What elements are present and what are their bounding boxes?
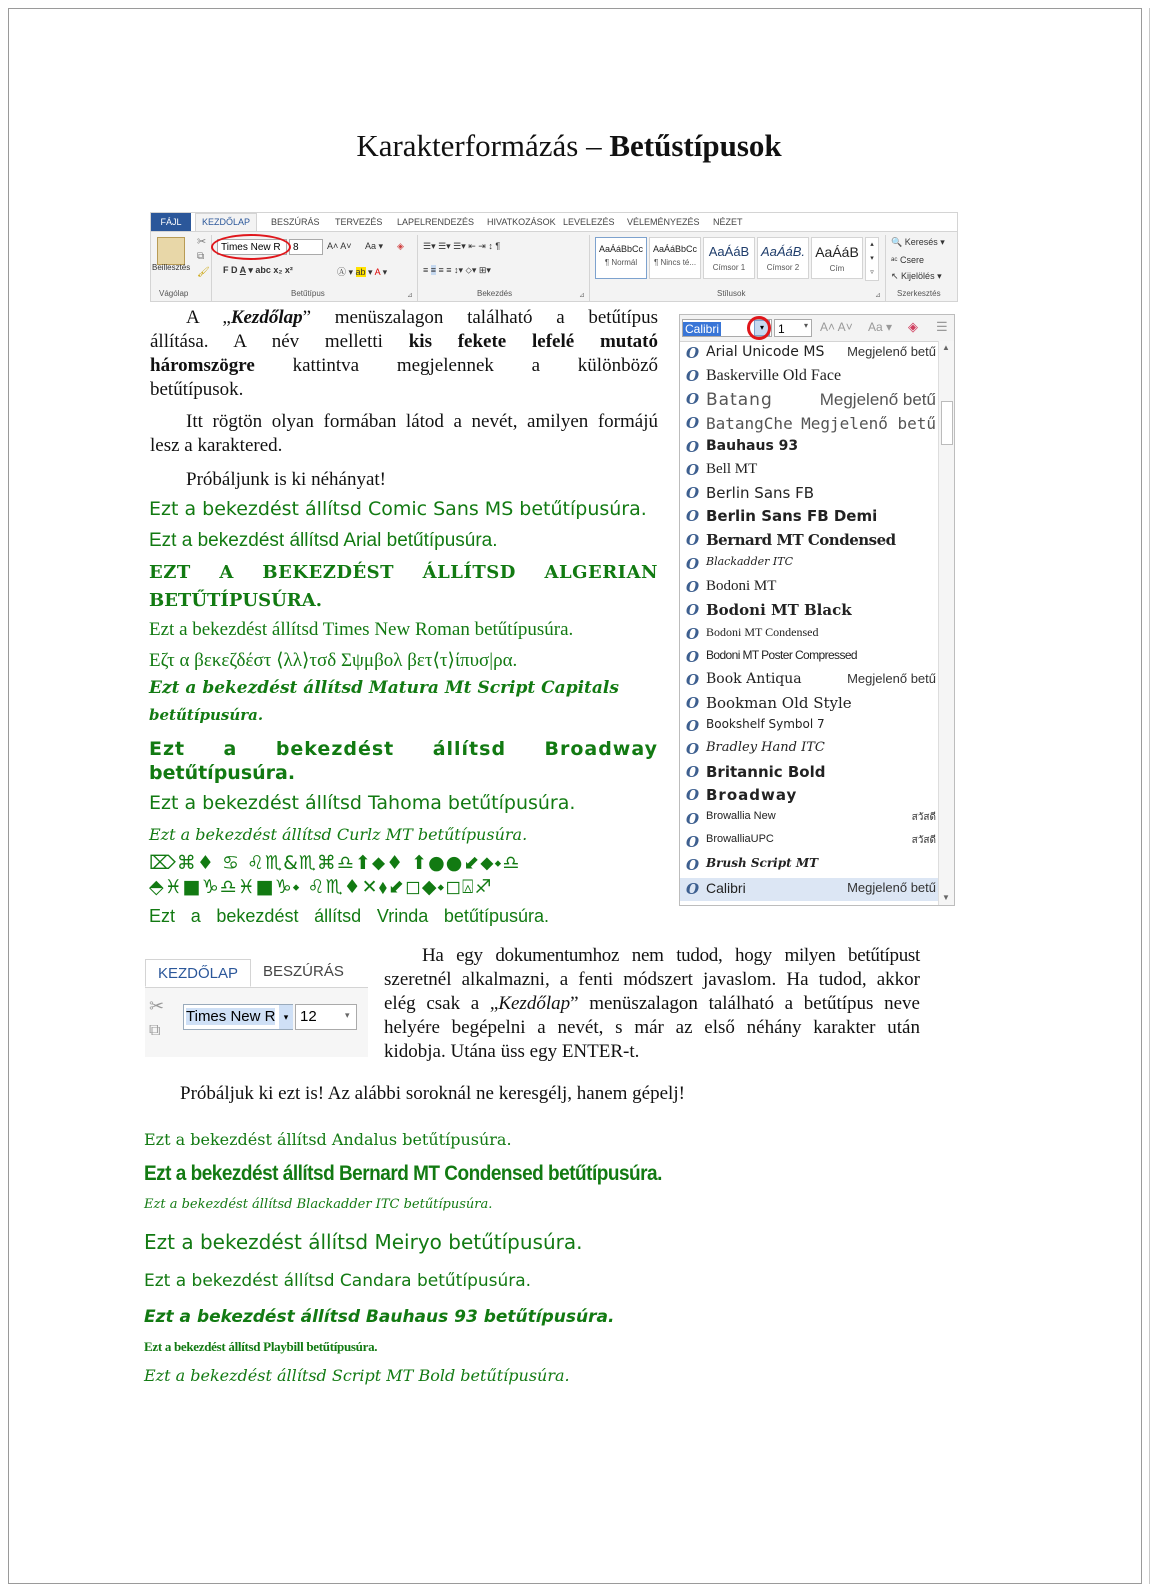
paste-label: Beillesztés [152,263,191,272]
opentype-icon: O [686,390,700,408]
sample-comic-sans: Ezt a bekezdést állítsd Comic Sans MS betűtípusúra. [149,498,647,520]
opentype-icon: O [686,344,700,362]
sample-curlz: Ezt a bekezdést állítsd Curlz MT betűtípusúra. [149,825,528,844]
sample-script-mt: Ezt a bekezdést állítsd Script MT Bold betűtípusúra. [144,1366,570,1385]
font-item[interactable]: O Bookman Old Style [686,694,852,712]
opentype-icon: O [686,648,700,666]
tab-insert[interactable]: BESZÚRÁS [271,217,320,227]
sample-meiryo: Ezt a bekezdést állítsd Meiryo betűtípusúra. [144,1230,583,1254]
find-button[interactable]: 🔍 Keresés ▾ [891,237,945,247]
sample-andalus: Ezt a bekezdést állítsd Andalus betűtípusúra. [144,1130,512,1149]
ribbon-tabs [151,213,957,232]
opentype-icon: O [686,717,700,735]
try-paragraph: Próbáljunk is ki néhányat! [186,469,386,490]
opentype-icon: O [686,484,700,502]
opentype-icon: O [686,740,700,758]
sample-matura-line2: betűtípusúra. [149,706,264,724]
tab-insert[interactable]: BESZÚRÁS [263,963,344,980]
font-item-selected[interactable]: O Calibri Megjelenő betű [680,878,938,901]
sample-broadway-line2: betűtípusúra. [149,762,296,784]
dropdown-toolbar [680,315,955,342]
group-styles-label: Stílusok [717,289,746,298]
font-item[interactable]: O Bradley Hand ITC [686,740,825,758]
sample-symbol: Εζτ α βεκεζδέστ ⟨λλ⟩τσδ Σψμβολ βετ⟨τ⟩ίπυσ|ρα. [149,650,518,671]
opentype-icon: O [686,625,700,643]
tab-file[interactable]: FÁJL [151,213,191,231]
practice-paragraph: Próbáljuk ki ezt is! Az alábbi soroknál ne keresgélj, hanem gépelj! [180,1083,685,1104]
format-painter-icon[interactable]: 🖌 [197,267,210,278]
font-list [680,341,938,906]
copy-icon[interactable]: ⧉ [149,1022,161,1039]
change-case-icon[interactable]: Aa ▾ [868,320,893,334]
opentype-icon: O [686,833,700,851]
grow-font-icon[interactable]: A˄ A˅ [327,241,352,251]
opentype-icon: O [686,810,700,828]
opentype-icon: O [686,555,700,573]
font-list-scrollbar[interactable] [938,341,955,906]
group-paragraph-label: Bekezdés [477,289,513,298]
font-name-input[interactable]: Times New R [183,1004,293,1030]
opentype-icon: O [686,601,700,619]
replace-button[interactable]: ᵃᶜ Csere [891,255,925,265]
font-item[interactable]: O Brush Script MT [686,856,819,874]
styles-scroll[interactable]: ▴ ▾ ▿ [865,237,879,281]
font-item[interactable]: O Bernard MT Condensed [686,531,896,549]
tab-references[interactable]: HIVATKOZÁSOK [487,217,556,227]
font-item[interactable]: O Book Antiqua Megjelenő betű [686,671,936,689]
sample-candara: Ezt a bekezdést állítsd Candara betűtípusúra. [144,1271,532,1291]
highlight-circle [747,316,771,340]
opentype-icon: O [686,461,700,479]
sample-playbill: Ezt a bekezdést állítsd Playbill betűtípusúra. [144,1339,378,1354]
tab-view[interactable]: NÉZET [713,217,743,227]
intro-paragraph: A „Kezdőlap” menüszalagon található a betűtípus állítása. A név melletti kis fekete lefelé mutató háromszögre kattintva megjelennek a különböző betűtípusok. [150,307,659,400]
opentype-icon: O [686,856,700,874]
size-dropdown-arrow-icon[interactable]: ▾ [804,321,809,330]
font-item[interactable]: O Bodoni MT Condensed [686,625,819,643]
scissors-icon[interactable]: ✂ [149,996,165,1016]
opentype-icon: O [686,578,700,596]
clear-format-icon[interactable]: ◈ [397,241,404,251]
group-editing-label: Szerkesztés [897,289,941,298]
opentype-icon: O [686,880,700,898]
scroll-thumb[interactable] [941,401,953,445]
home-tab-screenshot [145,955,368,1057]
change-case-icon[interactable]: Aa ▾ [365,241,384,251]
font-dialog-launcher-icon[interactable]: ⊿ [407,292,413,299]
paragraph-dialog-launcher-icon[interactable]: ⊿ [579,292,585,299]
grow-shrink-font-icons[interactable]: A˄ A˅ [820,320,853,334]
sample-times-new-roman: Ezt a bekezdést állítsd Times New Roman betűtípusúra. [149,619,574,640]
sample-algerian-line1: EZT A BEKEZDÉST ÁLLÍTSD ALGERIAN [149,562,658,583]
sample-matura-line1: Ezt a bekezdést állítsd Matura Mt Script Capitals [149,678,619,698]
scroll-down-icon[interactable]: ▼ [942,893,950,902]
ribbon-separator [417,235,418,301]
opentype-icon: O [686,531,700,549]
sample-wingdings-line2: ⬘♓■♑♎♓■♑⬩ ♌♏♦✕⬧⬋◻◆⬩◻⍓♐ [149,876,493,898]
ribbon-area [145,988,368,1057]
font-item[interactable]: O Blackadder ITC [686,555,793,573]
font-item[interactable]: O Berlin Sans FB Demi [686,507,878,525]
font-item[interactable]: O Baskerville Old Face [686,367,842,385]
sample-bauhaus: Ezt a bekezdést állítsd Bauhaus 93 betűtípusúra. [144,1307,615,1327]
scissors-icon[interactable]: ✂ [197,236,207,248]
font-item[interactable]: O Bookshelf Symbol 7 [686,717,825,735]
tab-design[interactable]: TERVEZÉS [335,217,383,227]
opentype-icon: O [686,507,700,525]
second-paragraph: Itt rögtön olyan formában látod a nevét, amilyen formájú lesz a karaktered. [150,411,658,456]
font-item[interactable]: O Batang Megjelenő betű [686,390,936,410]
opentype-icon: O [686,786,700,804]
group-font-label: Betűtípus [291,289,325,298]
font-item[interactable]: O Arial Unicode MS Megjelenő betű [686,344,936,362]
tab-mailings[interactable]: LEVELEZÉS [563,217,615,227]
font-item[interactable]: O BatangChe Megjelenő betű [686,414,936,433]
sample-tahoma: Ezt a bekezdést állítsd Tahoma betűtípusúra. [149,792,576,814]
type-name-paragraph: Ha egy dokumentumhoz nem tudod, hogy milyen betűtípust szeretnél alkalmazni, a fenti módszert javaslom. Ha tudod, akkor elég csak a „Kezdőlap” menüszalagon található a betűtípus neve helyére begépelni a nevét, s már az első néhány karakter után kidobja. Utána üss egy ENTER-t. [384,945,920,1062]
font-item[interactable]: O Bodoni MT Black [686,601,852,619]
style-heading-2[interactable]: AaÁáB. Címsor 2 [757,237,809,279]
sample-broadway-line1: Ezt a bekezdést állítsd Broadway [149,738,658,760]
font-item[interactable]: O Browallia New สวัสดี [686,810,936,828]
styles-dialog-launcher-icon[interactable]: ⊿ [875,292,881,299]
clear-format-icon[interactable]: ◈ [908,319,918,334]
font-name-input[interactable]: Calibri [682,319,772,337]
tab-home[interactable]: KEZDŐLAP [195,213,257,231]
tab-layout[interactable]: LAPELRENDEZÉS [397,217,475,227]
tab-bar [145,955,368,988]
opentype-icon: O [686,694,700,712]
font-dropdown-arrow-icon[interactable]: ▾ [754,320,770,336]
sample-bernard: Ezt a bekezdést állítsd Bernard MT Condensed betűtípusúra. [144,1162,662,1186]
font-item[interactable]: O BrowalliaUPC สวัสดี [686,833,936,851]
sample-algerian-line2: BETŰTÍPUSÚRA. [149,590,322,611]
page-edge [1149,8,1150,1584]
font-size-input[interactable]: 1 [774,319,812,337]
style-no-spacing[interactable]: AaÁáBbCc ¶ Nincs té... [649,237,701,279]
opentype-icon: O [686,763,700,781]
style-heading-1[interactable]: AaÁáB Címsor 1 [703,237,755,279]
opentype-icon: O [686,414,700,432]
bullets-icon[interactable]: ☰ [936,319,948,334]
tab-home[interactable]: KEZDŐLAP [145,959,251,987]
font-item[interactable]: O Broadway [686,786,798,804]
list-icons[interactable]: ☰▾ ☰▾ ☰▾ ⇤ ⇥ ↕ ¶ [423,241,501,251]
highlight-ellipse [211,234,291,260]
opentype-icon: O [686,438,700,456]
font-size-input[interactable]: 12 [295,1004,357,1030]
page-title: Karakterformázás – Betűstípusok [356,128,782,163]
font-dropdown-screenshot [679,314,955,906]
font-item[interactable]: O Bell MT [686,461,758,479]
paste-icon[interactable] [157,237,185,265]
group-clipboard-label: Vágólap [159,289,189,298]
opentype-icon: O [686,367,700,385]
ribbon-separator [885,235,886,301]
align-icons[interactable]: ≡ ≡ ≡ ≡ ↕▾ ⬦▾ ⊞▾ [423,265,491,275]
sample-blackadder: Ezt a bekezdést állítsd Blackadder ITC betűtípusúra. [144,1197,493,1212]
scroll-up-icon[interactable]: ▲ [942,343,950,352]
font-size-box[interactable]: 8 [289,239,323,255]
font-item[interactable]: O Berlin Sans FB [686,484,815,502]
style-title[interactable]: AaÁáB Cím [811,237,863,279]
copy-icon[interactable]: ⧉ [197,251,205,262]
sample-arial: Ezt a bekezdést állítsd Arial betűtípusúra. [149,530,498,551]
ribbon-separator [589,235,590,301]
select-button[interactable]: ↖ Kijelölés ▾ [891,271,942,281]
font-item[interactable]: O Bodoni MT Poster Compressed [686,648,857,666]
ribbon-screenshot [150,212,958,302]
sample-wingdings-line1: ⌦⌘♦ ♋ ♌♏&♏⌘♎⬆⬥♦ ⬆●●⬋⬥⬩♎ [149,852,521,874]
tab-review[interactable]: VÉLEMÉNYEZÉS [627,217,700,227]
opentype-icon: O [686,671,700,689]
font-item[interactable]: O Bodoni MT [686,578,777,596]
font-color-icons[interactable]: Ⓐ ▾ ab ▾ A ▾ [337,267,388,277]
font-item[interactable]: O Bauhaus 93 [686,438,799,456]
size-dropdown-arrow-icon[interactable]: ▾ [345,1010,350,1020]
font-format-icons[interactable]: F D A ▾ abc x₂ x² [223,265,293,275]
font-dropdown-arrow-icon[interactable]: ▾ [279,1005,293,1029]
font-name-box[interactable]: Times New R [217,239,287,255]
font-item[interactable]: O Britannic Bold [686,763,826,781]
sample-vrinda: Ezt a bekezdést állítsd Vrinda betűtípusúra. [149,906,549,926]
style-normal[interactable]: AaÁáBbCc ¶ Normál [595,237,647,279]
